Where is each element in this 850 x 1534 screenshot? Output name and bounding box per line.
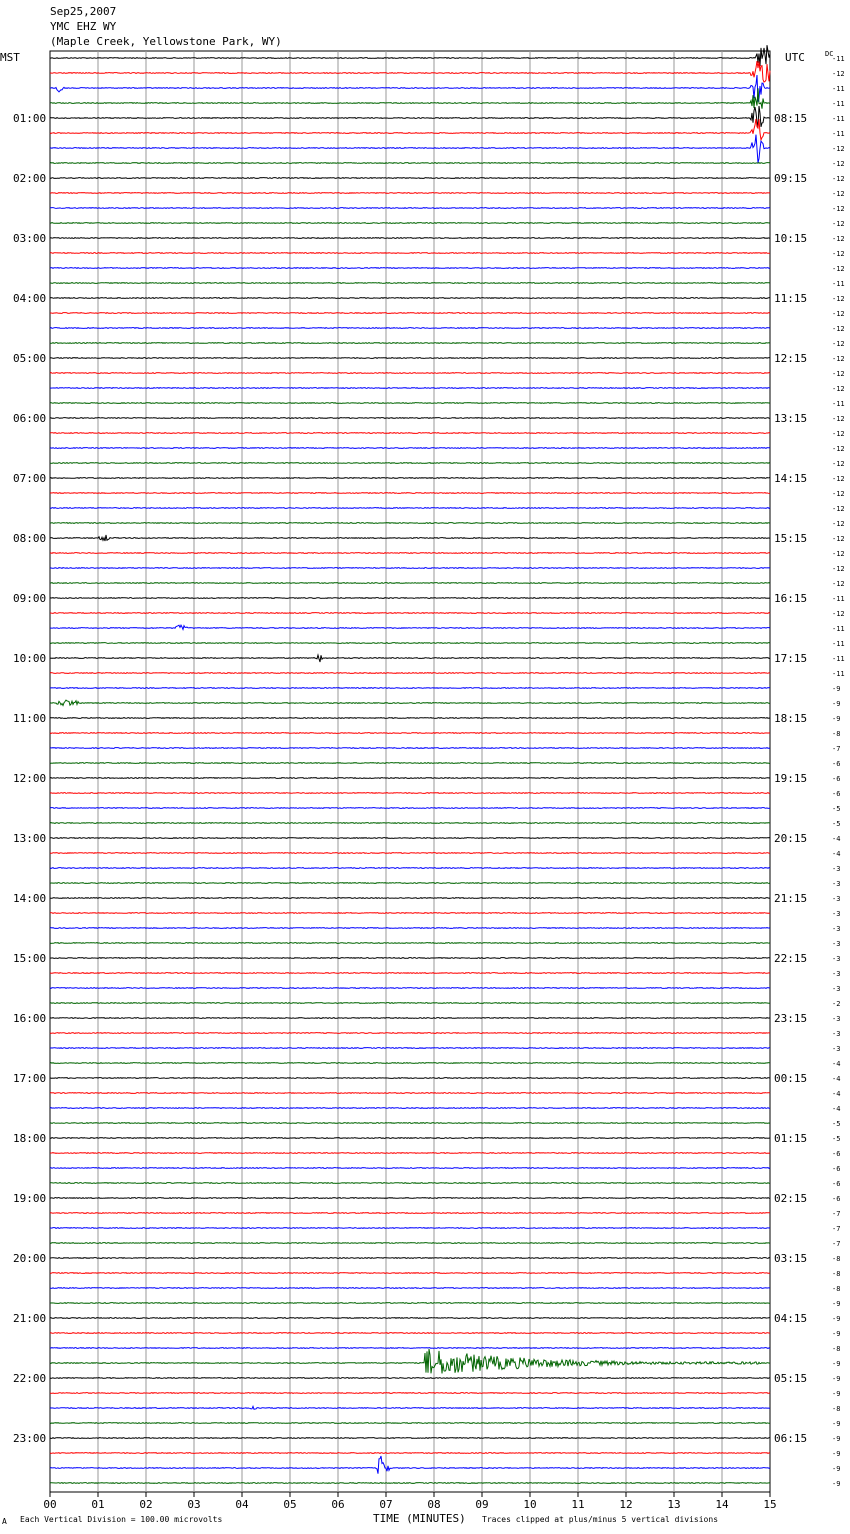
dc-offset-value: -3 bbox=[832, 955, 841, 963]
trace-row bbox=[50, 1456, 770, 1474]
dc-offset-value: -9 bbox=[832, 1480, 841, 1488]
trace-row bbox=[50, 1063, 770, 1064]
footer-clip-note: Traces clipped at plus/minus 5 vertical divisions bbox=[482, 1515, 719, 1524]
trace-row bbox=[50, 838, 770, 839]
dc-offset-value: -9 bbox=[832, 1450, 841, 1458]
footer-scale: Each Vertical Division = 100.00 microvolts bbox=[20, 1515, 223, 1524]
left-hour-label: 08:00 bbox=[13, 532, 47, 545]
dc-offset-value: -3 bbox=[832, 970, 841, 978]
left-hour-label: 01:00 bbox=[13, 112, 47, 125]
trace-row bbox=[50, 688, 770, 689]
left-hour-label: 20:00 bbox=[13, 1252, 47, 1265]
dc-offset-value: -12 bbox=[832, 325, 845, 333]
dc-offset-value: -12 bbox=[832, 505, 845, 513]
left-hour-label: 14:00 bbox=[13, 892, 47, 905]
trace-rows bbox=[50, 45, 770, 1483]
dc-offset-value: -12 bbox=[832, 565, 845, 573]
dc-offset-value: -12 bbox=[832, 160, 845, 168]
dc-offset-value: -3 bbox=[832, 865, 841, 873]
dc-offset-value: -12 bbox=[832, 190, 845, 198]
left-timezone-label: MST bbox=[0, 51, 20, 64]
trace-row bbox=[50, 823, 770, 824]
chart-date: Sep25,2007 bbox=[50, 5, 117, 18]
dc-offset-value: -8 bbox=[832, 1285, 841, 1293]
dc-offset-value: -9 bbox=[832, 1420, 841, 1428]
dc-offset-value: -12 bbox=[832, 430, 845, 438]
right-hour-label: 03:15 bbox=[774, 1252, 808, 1265]
chart-location: (Maple Creek, Yellowstone Park, WY) bbox=[50, 35, 282, 48]
dc-offset-value: -12 bbox=[832, 355, 845, 363]
dc-offset-value: -12 bbox=[832, 370, 845, 378]
trace-row bbox=[50, 868, 770, 869]
left-hour-label: 23:00 bbox=[13, 1432, 47, 1445]
trace-row bbox=[50, 1183, 770, 1184]
dc-offset-value: -9 bbox=[832, 685, 841, 693]
trace-row bbox=[50, 328, 770, 329]
left-hour-labels bbox=[13, 112, 46, 1445]
right-hour-label: 22:15 bbox=[774, 952, 808, 965]
trace-row bbox=[50, 913, 770, 914]
trace-row bbox=[50, 373, 770, 374]
dc-offset-value: -11 bbox=[832, 625, 845, 633]
x-tick-label: 05 bbox=[283, 1498, 297, 1511]
plot-frame bbox=[50, 51, 770, 1492]
trace-row bbox=[50, 988, 770, 989]
trace-row bbox=[50, 1033, 770, 1034]
right-hour-label: 01:15 bbox=[774, 1132, 808, 1145]
left-hour-label: 21:00 bbox=[13, 1312, 47, 1325]
trace-row bbox=[50, 883, 770, 884]
dc-offset-value: -11 bbox=[832, 100, 845, 108]
dc-offset-value: -8 bbox=[832, 1345, 841, 1353]
right-hour-label: 23:15 bbox=[774, 1012, 808, 1025]
left-hour-label: 19:00 bbox=[13, 1192, 47, 1205]
trace-row bbox=[50, 1303, 770, 1304]
trace-row bbox=[50, 1243, 770, 1244]
minute-gridlines bbox=[50, 51, 770, 1492]
trace-row bbox=[50, 178, 770, 179]
trace-row bbox=[50, 163, 770, 164]
trace-row bbox=[50, 1438, 770, 1439]
left-hour-label: 07:00 bbox=[13, 472, 47, 485]
trace-row bbox=[50, 1393, 770, 1394]
dc-offset-value: -3 bbox=[832, 1045, 841, 1053]
dc-offset-value: -11 bbox=[832, 640, 845, 648]
dc-offset-value: -12 bbox=[832, 235, 845, 243]
trace-row bbox=[50, 1003, 770, 1004]
dc-offset-value: -12 bbox=[832, 610, 845, 618]
trace-row bbox=[50, 793, 770, 794]
dc-offset-value: -12 bbox=[832, 145, 845, 153]
right-timezone-label: UTC bbox=[785, 51, 805, 64]
left-hour-label: 03:00 bbox=[13, 232, 47, 245]
dc-offset-value: -9 bbox=[832, 1315, 841, 1323]
left-hour-label: 04:00 bbox=[13, 292, 47, 305]
right-hour-label: 06:15 bbox=[774, 1432, 808, 1445]
dc-offset-value: -11 bbox=[832, 670, 845, 678]
right-hour-label: 05:15 bbox=[774, 1372, 808, 1385]
trace-row bbox=[50, 898, 770, 899]
trace-row bbox=[50, 478, 770, 479]
dc-offset-value: -12 bbox=[832, 310, 845, 318]
dc-offset-value: -11 bbox=[832, 130, 845, 138]
x-tick-label: 10 bbox=[523, 1498, 537, 1511]
trace-row bbox=[50, 193, 770, 194]
left-hour-label: 09:00 bbox=[13, 592, 47, 605]
trace-row bbox=[50, 943, 770, 944]
x-tick-label: 08 bbox=[427, 1498, 441, 1511]
left-hour-label: 02:00 bbox=[13, 172, 47, 185]
right-hour-label: 18:15 bbox=[774, 712, 808, 725]
trace-row bbox=[50, 1318, 770, 1319]
trace-row bbox=[50, 643, 770, 644]
dc-offset-value: -6 bbox=[832, 1180, 841, 1188]
dc-offset-value: -4 bbox=[832, 1060, 841, 1068]
right-hour-label: 21:15 bbox=[774, 892, 808, 905]
trace-row bbox=[50, 1108, 770, 1109]
right-hour-label: 14:15 bbox=[774, 472, 808, 485]
dc-offset-value: -8 bbox=[832, 730, 841, 738]
trace-row bbox=[50, 1483, 770, 1484]
trace-row bbox=[50, 1349, 770, 1374]
trace-row bbox=[50, 1153, 770, 1154]
dc-offset-value: -9 bbox=[832, 1300, 841, 1308]
dc-offset-value: -11 bbox=[832, 655, 845, 663]
right-hour-label: 15:15 bbox=[774, 532, 808, 545]
trace-row bbox=[50, 853, 770, 854]
left-hour-label: 16:00 bbox=[13, 1012, 47, 1025]
dc-offset-value: -12 bbox=[832, 295, 845, 303]
dc-offset-value: -9 bbox=[832, 715, 841, 723]
trace-row bbox=[50, 778, 770, 779]
right-hour-labels bbox=[774, 112, 807, 1445]
x-tick-label: 14 bbox=[715, 1498, 729, 1511]
x-tick-label: 13 bbox=[667, 1498, 681, 1511]
trace-row bbox=[50, 655, 770, 662]
trace-row bbox=[50, 61, 770, 82]
trace-row bbox=[50, 1213, 770, 1214]
right-hour-label: 04:15 bbox=[774, 1312, 808, 1325]
dc-offset-value: -6 bbox=[832, 790, 841, 798]
trace-row bbox=[50, 928, 770, 929]
trace-row bbox=[50, 358, 770, 359]
dc-offset-value: -4 bbox=[832, 1090, 841, 1098]
right-hour-label: 10:15 bbox=[774, 232, 808, 245]
trace-row bbox=[50, 508, 770, 509]
trace-row bbox=[50, 583, 770, 584]
chart-title: YMC EHZ WY bbox=[50, 20, 117, 33]
dc-offset-value: -12 bbox=[832, 205, 845, 213]
dc-offset-value: -3 bbox=[832, 925, 841, 933]
trace-row bbox=[50, 45, 770, 66]
dc-offset-value: -12 bbox=[832, 265, 845, 273]
trace-row bbox=[50, 1093, 770, 1094]
trace-row bbox=[50, 1198, 770, 1199]
dc-offset-value: -12 bbox=[832, 550, 845, 558]
left-hour-label: 06:00 bbox=[13, 412, 47, 425]
trace-row bbox=[50, 448, 770, 449]
trace-row bbox=[50, 748, 770, 749]
trace-row bbox=[50, 1258, 770, 1259]
trace-row bbox=[50, 1168, 770, 1169]
dc-offset-value: -6 bbox=[832, 1195, 841, 1203]
dc-offset-value: -11 bbox=[832, 55, 845, 63]
dc-offset-value: -4 bbox=[832, 850, 841, 858]
dc-offset-value: -12 bbox=[832, 220, 845, 228]
right-hour-label: 12:15 bbox=[774, 352, 808, 365]
trace-row bbox=[50, 1288, 770, 1289]
trace-row bbox=[50, 1453, 770, 1454]
dc-offset-value: -12 bbox=[832, 520, 845, 528]
dc-offset-value: -6 bbox=[832, 1165, 841, 1173]
right-hour-label: 13:15 bbox=[774, 412, 808, 425]
trace-row bbox=[50, 433, 770, 434]
dc-offset-value: -3 bbox=[832, 895, 841, 903]
x-tick-label: 11 bbox=[571, 1498, 585, 1511]
left-hour-label: 05:00 bbox=[13, 352, 47, 365]
trace-row bbox=[50, 700, 770, 705]
right-hour-label: 11:15 bbox=[774, 292, 808, 305]
trace-row bbox=[50, 1406, 770, 1409]
trace-row bbox=[50, 1123, 770, 1124]
dc-offset-value: -4 bbox=[832, 1105, 841, 1113]
dc-offset-value: -11 bbox=[832, 400, 845, 408]
trace-row bbox=[50, 418, 770, 419]
dc-offset-value: -12 bbox=[832, 250, 845, 258]
trace-row bbox=[50, 253, 770, 254]
dc-offset-value: -11 bbox=[832, 280, 845, 288]
x-axis-title: TIME (MINUTES) bbox=[373, 1512, 466, 1525]
trace-row bbox=[50, 298, 770, 299]
trace-row bbox=[50, 1138, 770, 1139]
dc-offset-value: -9 bbox=[832, 1330, 841, 1338]
right-hour-label: 20:15 bbox=[774, 832, 808, 845]
trace-row bbox=[50, 1273, 770, 1274]
trace-row bbox=[50, 208, 770, 209]
trace-row bbox=[50, 1048, 770, 1049]
x-axis bbox=[43, 1492, 776, 1511]
trace-row bbox=[50, 1333, 770, 1334]
dc-header-label: DC bbox=[825, 50, 834, 58]
trace-row bbox=[50, 535, 770, 541]
trace-row bbox=[50, 463, 770, 464]
dc-offset-value: -3 bbox=[832, 985, 841, 993]
dc-offset-value: -11 bbox=[832, 595, 845, 603]
x-tick-label: 02 bbox=[139, 1498, 153, 1511]
trace-row bbox=[50, 283, 770, 284]
right-hour-label: 00:15 bbox=[774, 1072, 808, 1085]
trace-row bbox=[50, 553, 770, 554]
dc-offset-value: -12 bbox=[832, 340, 845, 348]
dc-offset-value: -5 bbox=[832, 805, 841, 813]
trace-row bbox=[50, 493, 770, 494]
trace-row bbox=[50, 973, 770, 974]
trace-row bbox=[50, 1348, 770, 1349]
footer-mark: A bbox=[2, 1517, 7, 1526]
x-tick-label: 04 bbox=[235, 1498, 249, 1511]
dc-offset-value: -9 bbox=[832, 1435, 841, 1443]
dc-offset-value: -7 bbox=[832, 1240, 841, 1248]
trace-row bbox=[50, 343, 770, 344]
dc-offset-value: -7 bbox=[832, 1210, 841, 1218]
trace-row bbox=[50, 1078, 770, 1079]
trace-row bbox=[50, 1423, 770, 1424]
dc-offset-value: -5 bbox=[832, 1135, 841, 1143]
x-tick-label: 07 bbox=[379, 1498, 393, 1511]
right-hour-label: 02:15 bbox=[774, 1192, 808, 1205]
left-hour-label: 15:00 bbox=[13, 952, 47, 965]
x-tick-label: 06 bbox=[331, 1498, 345, 1511]
x-tick-label: 01 bbox=[91, 1498, 105, 1511]
dc-offset-value: -3 bbox=[832, 910, 841, 918]
dc-offset-value: -12 bbox=[832, 535, 845, 543]
left-hour-label: 22:00 bbox=[13, 1372, 47, 1385]
dc-offset-value: -5 bbox=[832, 1120, 841, 1128]
trace-row bbox=[50, 388, 770, 389]
x-tick-label: 03 bbox=[187, 1498, 201, 1511]
trace-row bbox=[50, 223, 770, 224]
right-hour-label: 17:15 bbox=[774, 652, 808, 665]
dc-offset-value: -12 bbox=[832, 460, 845, 468]
dc-offset-value: -12 bbox=[832, 385, 845, 393]
trace-row bbox=[50, 106, 770, 127]
dc-offset-value: -12 bbox=[832, 475, 845, 483]
left-hour-label: 17:00 bbox=[13, 1072, 47, 1085]
left-hour-label: 18:00 bbox=[13, 1132, 47, 1145]
trace-row bbox=[50, 763, 770, 764]
right-hour-label: 08:15 bbox=[774, 112, 808, 125]
trace-row bbox=[50, 1228, 770, 1229]
dc-offset-value: -9 bbox=[832, 700, 841, 708]
dc-offset-value: -7 bbox=[832, 1225, 841, 1233]
trace-row bbox=[50, 313, 770, 314]
dc-offset-value: -4 bbox=[832, 1075, 841, 1083]
trace-row bbox=[50, 598, 770, 599]
dc-offset-value: -6 bbox=[832, 775, 841, 783]
dc-offset-value: -5 bbox=[832, 820, 841, 828]
dc-offset-value: -8 bbox=[832, 1255, 841, 1263]
dc-offset-value: -12 bbox=[832, 415, 845, 423]
dc-offset-value: -12 bbox=[832, 490, 845, 498]
trace-row bbox=[50, 75, 770, 102]
x-tick-label: 12 bbox=[619, 1498, 633, 1511]
trace-row bbox=[50, 625, 770, 629]
dc-offset-value: -9 bbox=[832, 1390, 841, 1398]
trace-row bbox=[50, 718, 770, 719]
trace-row bbox=[50, 733, 770, 734]
dc-offset-column bbox=[832, 55, 845, 1488]
left-hour-label: 10:00 bbox=[13, 652, 47, 665]
dc-offset-value: -2 bbox=[832, 1000, 841, 1008]
dc-offset-value: -12 bbox=[832, 445, 845, 453]
trace-row bbox=[50, 135, 770, 163]
trace-row bbox=[50, 119, 770, 140]
left-hour-label: 13:00 bbox=[13, 832, 47, 845]
dc-offset-value: -8 bbox=[832, 1405, 841, 1413]
x-tick-label: 00 bbox=[43, 1498, 57, 1511]
dc-offset-value: -7 bbox=[832, 745, 841, 753]
trace-row bbox=[50, 958, 770, 959]
dc-offset-value: -9 bbox=[832, 1360, 841, 1368]
trace-row bbox=[50, 403, 770, 404]
left-hour-label: 12:00 bbox=[13, 772, 47, 785]
trace-row bbox=[50, 1378, 770, 1379]
trace-row bbox=[50, 808, 770, 809]
dc-offset-value: -4 bbox=[832, 835, 841, 843]
dc-offset-value: -12 bbox=[832, 580, 845, 588]
right-hour-label: 09:15 bbox=[774, 172, 808, 185]
right-hour-label: 19:15 bbox=[774, 772, 808, 785]
x-tick-label: 09 bbox=[475, 1498, 489, 1511]
dc-offset-value: -6 bbox=[832, 760, 841, 768]
dc-offset-value: -3 bbox=[832, 1030, 841, 1038]
dc-offset-value: -3 bbox=[832, 940, 841, 948]
dc-offset-value: -3 bbox=[832, 1015, 841, 1023]
trace-row bbox=[50, 1018, 770, 1019]
dc-offset-value: -3 bbox=[832, 880, 841, 888]
dc-offset-value: -9 bbox=[832, 1375, 841, 1383]
trace-row bbox=[50, 268, 770, 269]
trace-row bbox=[50, 238, 770, 239]
dc-offset-value: -6 bbox=[832, 1150, 841, 1158]
dc-offset-value: -11 bbox=[832, 85, 845, 93]
dc-offset-value: -8 bbox=[832, 1270, 841, 1278]
dc-offset-value: -12 bbox=[832, 70, 845, 78]
trace-row bbox=[50, 613, 770, 614]
trace-row bbox=[50, 568, 770, 569]
dc-offset-value: -12 bbox=[832, 175, 845, 183]
left-hour-label: 11:00 bbox=[13, 712, 47, 725]
dc-offset-value: -9 bbox=[832, 1465, 841, 1473]
trace-row bbox=[50, 523, 770, 524]
trace-row bbox=[50, 88, 770, 108]
x-tick-label: 15 bbox=[763, 1498, 777, 1511]
dc-offset-value: -11 bbox=[832, 115, 845, 123]
trace-row bbox=[50, 673, 770, 674]
right-hour-label: 16:15 bbox=[774, 592, 808, 605]
